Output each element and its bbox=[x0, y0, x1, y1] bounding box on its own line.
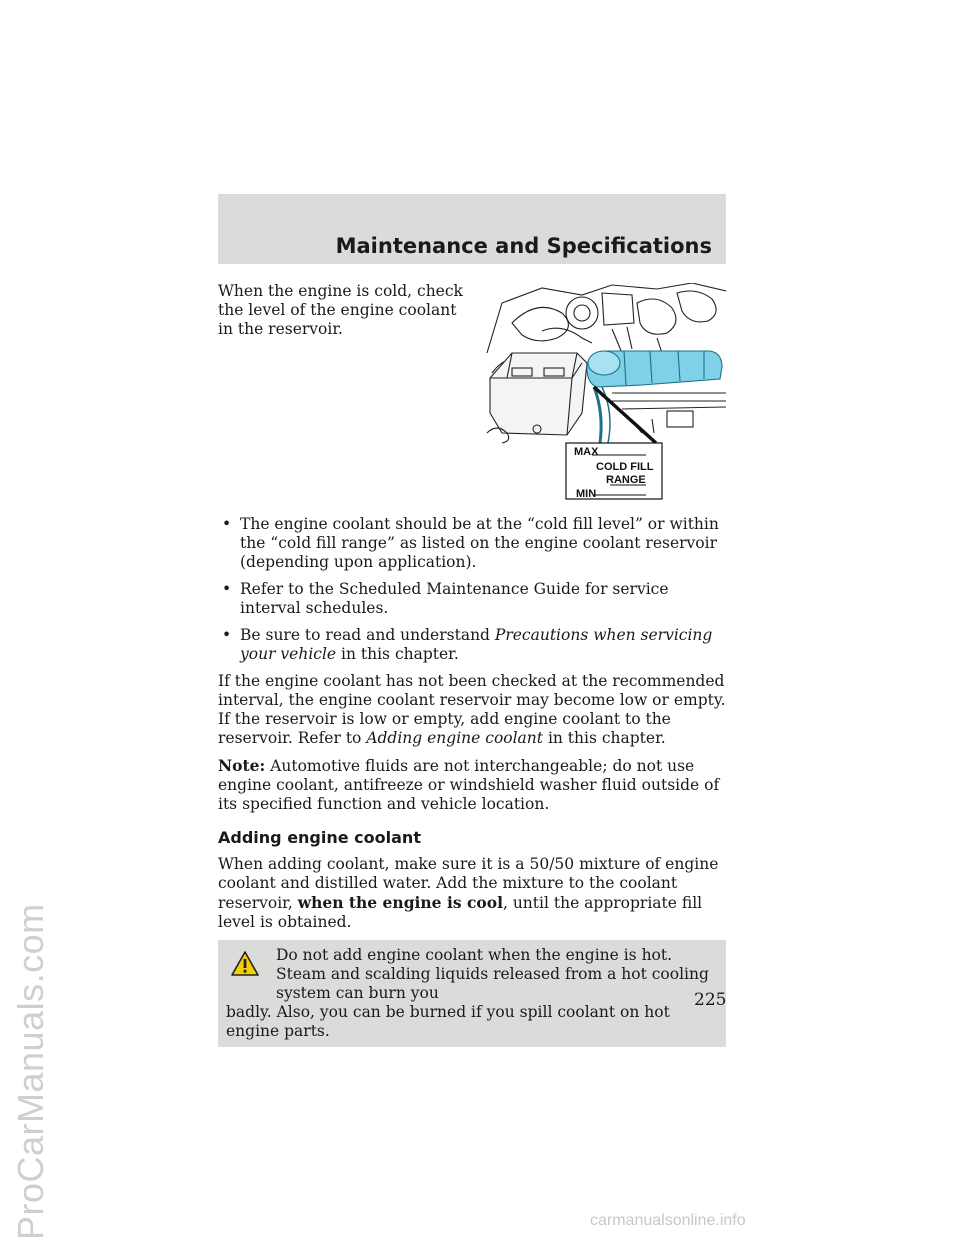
list-item bbox=[218, 580, 726, 618]
paragraph-text: in this chapter. bbox=[543, 729, 666, 747]
paragraph-text: If the engine coolant has not been checked at the recommended interval, the engine coolant reservoir may become low or empty. If the reservoir is low or empty, add engine coolant to the reservoir. Refer to bbox=[218, 672, 726, 747]
coolant-reservoir-illustration bbox=[482, 283, 726, 500]
section-header bbox=[218, 194, 726, 264]
bullet-icon: • bbox=[222, 515, 232, 533]
engine-bay-drawing bbox=[482, 283, 726, 500]
section-title: Maintenance and Specifications bbox=[335, 234, 712, 258]
bullet-text: in this chapter. bbox=[336, 645, 459, 663]
warning-text-continued: badly. Also, you can be burned if you spill coolant on hot engine parts. bbox=[226, 1003, 670, 1040]
intro-text: When the engine is cold, check the level of the engine coolant in the reservoir. bbox=[218, 282, 463, 338]
paragraph bbox=[218, 672, 726, 748]
warning-triangle-icon bbox=[230, 950, 260, 977]
warning-box bbox=[218, 940, 726, 1047]
emphasis-text: when the engine is cool bbox=[297, 893, 503, 912]
page-number: 225 bbox=[694, 990, 727, 1010]
warning-text: Do not add engine coolant when the engine is hot. Steam and scalding liquids released from a hot cooling system can burn you bbox=[276, 946, 709, 1002]
bullet-text: Be sure to read and understand bbox=[240, 626, 495, 644]
main-content bbox=[218, 515, 726, 1047]
section-heading: Adding engine coolant bbox=[218, 828, 421, 847]
footer-watermark: carmanualsonline.info bbox=[590, 1212, 746, 1229]
list-item bbox=[218, 626, 726, 664]
note-paragraph bbox=[218, 756, 726, 814]
paragraph-text: , until the appropriate fill level is obtained. bbox=[218, 894, 703, 931]
cold-fill-label: COLD FILL bbox=[596, 461, 654, 473]
bullet-text: The engine coolant should be at the “cold fill level” or within the “cold fill range” as listed on the engine coolant reservoir (depending upon application). bbox=[240, 515, 719, 571]
bullet-icon: • bbox=[222, 580, 232, 598]
paragraph-text: When adding coolant, make sure it is a 50/50 mixture of engine coolant and distilled water. Add the mixture to the coolant reservoir, bbox=[218, 855, 719, 912]
list-item bbox=[218, 515, 726, 572]
bullet-icon: • bbox=[222, 626, 232, 644]
bullet-text: Refer to the Scheduled Maintenance Guide for service interval schedules. bbox=[240, 580, 669, 617]
paragraph bbox=[218, 855, 726, 932]
min-label: MIN bbox=[576, 488, 597, 500]
max-label: MAX bbox=[574, 446, 599, 458]
note-label: Note: bbox=[218, 756, 266, 775]
side-watermark: ProCarManuals.com bbox=[10, 903, 51, 1240]
range-label: RANGE bbox=[606, 474, 646, 486]
cross-reference: Precautions when servicing your vehicle bbox=[240, 626, 713, 663]
note-text: Automotive fluids are not interchangeable; do not use engine coolant, antifreeze or windshield washer fluid outside of its specified function and vehicle location. bbox=[218, 757, 720, 813]
cross-reference: Adding engine coolant bbox=[366, 729, 544, 747]
